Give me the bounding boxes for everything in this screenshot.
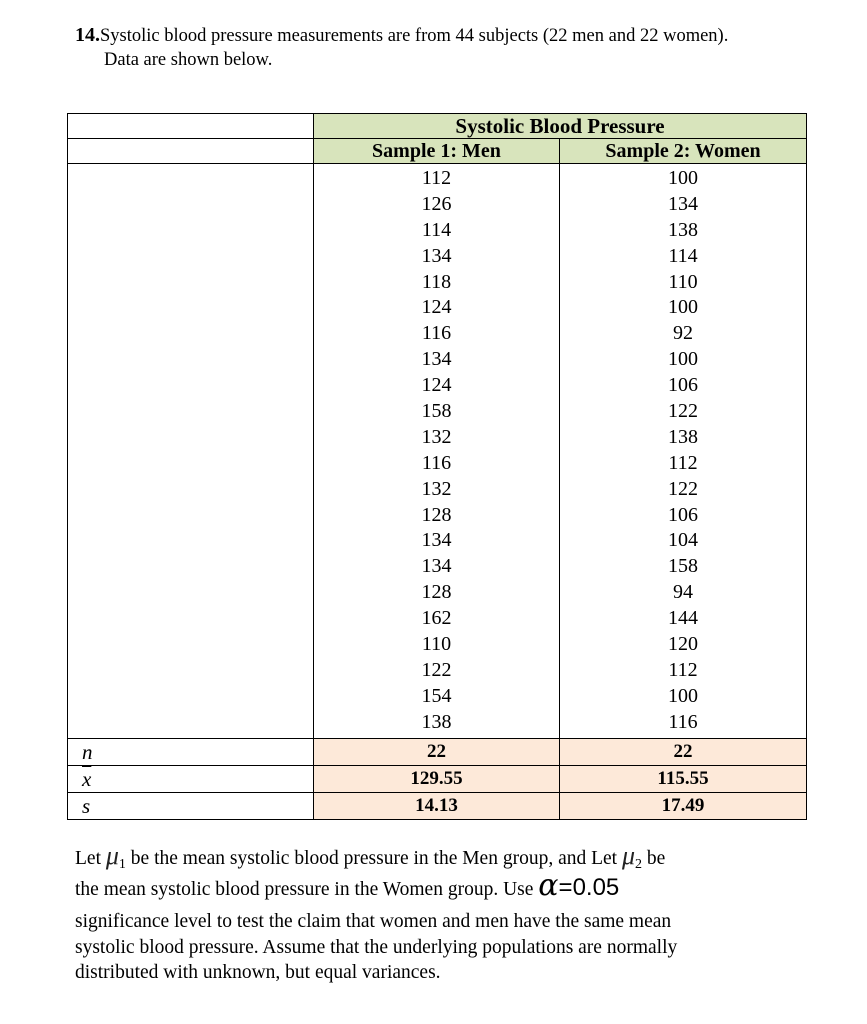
- women-value: 122: [668, 400, 698, 423]
- women-value: 158: [668, 555, 698, 578]
- table-title: Systolic Blood Pressure: [314, 114, 807, 139]
- women-value: 112: [668, 658, 698, 681]
- column-header-women: Sample 2: Women: [560, 139, 807, 164]
- closing-let-1: Let: [75, 848, 101, 869]
- stat-label-n: n: [68, 738, 314, 765]
- problem-text-line-1: Systolic blood pressure measurements are from 44 subjects (22 men and 22 women).: [100, 26, 729, 46]
- closing-seg-2: be: [646, 848, 666, 869]
- men-value: 128: [421, 503, 452, 526]
- blank-body-cell: [68, 164, 314, 739]
- men-value: 154: [421, 684, 452, 707]
- women-value: 92: [673, 322, 693, 345]
- women-value: 112: [668, 451, 698, 474]
- table-title-row: [68, 114, 807, 139]
- alpha-value: =0.05: [558, 874, 620, 901]
- stat-row-mean: [68, 765, 807, 792]
- blank-header-cell: [68, 114, 314, 139]
- stat-n-men: 22: [314, 738, 560, 765]
- stat-label-s: s: [68, 792, 314, 819]
- women-value: 116: [668, 710, 698, 733]
- women-value: 100: [668, 348, 698, 371]
- men-value: 134: [421, 244, 452, 267]
- women-value: 114: [668, 244, 698, 267]
- men-value: 124: [421, 296, 452, 319]
- stat-s-women: 17.49: [560, 792, 807, 819]
- problem-number: 14.: [75, 24, 100, 46]
- men-value: 158: [421, 400, 452, 423]
- men-value: 134: [421, 529, 452, 552]
- women-value: 100: [668, 684, 698, 707]
- blood-pressure-table: [67, 113, 807, 820]
- men-value: 110: [421, 633, 452, 656]
- women-value: 110: [668, 270, 698, 293]
- blank-header-cell-2: [68, 139, 314, 164]
- mu1-symbol: μ: [105, 841, 119, 870]
- men-values-column: [314, 164, 560, 739]
- men-value: 134: [421, 348, 452, 371]
- women-value: 134: [668, 192, 698, 215]
- men-value: 162: [421, 607, 452, 630]
- stat-mean-women: 115.55: [560, 765, 807, 792]
- stat-label-xbar: $\overline{x}$: [82, 766, 92, 791]
- men-value: 132: [421, 477, 452, 500]
- women-value: 122: [668, 477, 698, 500]
- men-value: 114: [421, 218, 452, 241]
- mu1-subscript: 1: [118, 857, 126, 872]
- problem-text-line-2: Data are shown below.: [104, 50, 273, 70]
- mu2-symbol: μ: [621, 841, 636, 870]
- men-value: 118: [421, 270, 452, 293]
- women-value: 100: [668, 296, 698, 319]
- women-values-column: [560, 164, 807, 739]
- stat-n-women: 22: [560, 738, 807, 765]
- table-values-row: [68, 164, 807, 739]
- men-value: 128: [421, 581, 452, 604]
- table-column-header-row: [68, 139, 807, 164]
- closing-line-1: [75, 843, 835, 873]
- stat-row-n: [68, 738, 807, 765]
- closing-line-5: distributed with unknown, but equal variances.: [75, 962, 441, 983]
- women-value: 120: [668, 633, 698, 656]
- men-value: 116: [421, 451, 452, 474]
- men-value: 112: [421, 167, 452, 189]
- women-value: 94: [673, 581, 693, 604]
- stat-label-mean-cell: [68, 765, 314, 792]
- women-value: 100: [668, 167, 698, 189]
- men-value: 126: [421, 192, 452, 215]
- stat-mean-men: 129.55: [314, 765, 560, 792]
- men-value: 134: [421, 555, 452, 578]
- men-value: 122: [421, 658, 452, 681]
- problem-statement: [75, 23, 835, 72]
- men-value: 116: [421, 322, 452, 345]
- problem-line-1: [75, 23, 835, 48]
- men-value: 138: [421, 710, 452, 733]
- women-value: 106: [668, 503, 698, 526]
- men-value: 132: [421, 425, 452, 448]
- closing-line-4: systolic blood pressure. Assume that the underlying populations are normally: [75, 936, 678, 958]
- stat-s-men: 14.13: [314, 792, 560, 819]
- women-value: 138: [668, 218, 698, 241]
- closing-paragraph: [75, 843, 835, 986]
- alpha-symbol: α: [538, 868, 559, 903]
- closing-line-3: significance level to test the claim that women and men have the same mean: [75, 911, 672, 932]
- closing-line-2: [75, 868, 835, 909]
- closing-seg-3: the mean systolic blood pressure in the Women group. Use: [75, 879, 534, 900]
- women-value: 138: [668, 425, 698, 448]
- stat-row-s: [68, 792, 807, 819]
- mu2-subscript: 2: [635, 857, 643, 872]
- women-value: 144: [668, 607, 698, 630]
- column-header-men: Sample 1: Men: [314, 139, 560, 164]
- men-value: 124: [421, 374, 452, 397]
- closing-seg-1: be the mean systolic blood pressure in the Men group, and Let: [130, 848, 618, 869]
- women-value: 106: [668, 374, 698, 397]
- women-value: 104: [668, 529, 698, 552]
